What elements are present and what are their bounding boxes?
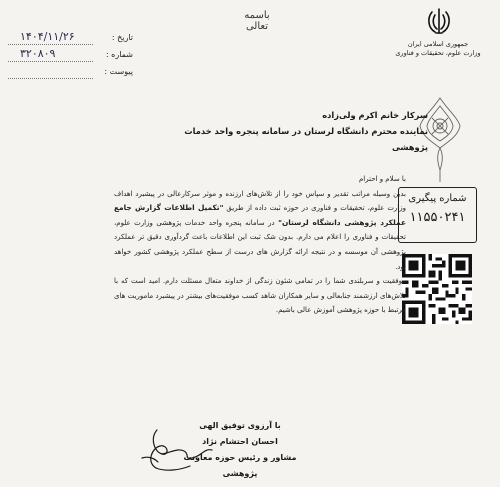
recipient-position: نماینده محترم دانشگاه لرستان در سامانه پنجره واحد خدمات پژوهشی [184,126,428,152]
iran-emblem-icon [424,6,454,36]
ministry-line-2: وزارت علوم، تحقیقات و فناوری [395,49,481,57]
closing-line: با آرزوی توفیق الهی [199,421,281,430]
date-label: تاریخ : [111,33,133,42]
qr-code [402,254,472,324]
attachment-line [8,78,93,79]
tracking-number: ۱۱۵۵۰۲۴۱ [409,210,466,225]
number-line [8,61,93,62]
attachment-label: پیوست : [104,67,133,76]
date-line [8,44,93,45]
tracking-label: شماره پیگیری [408,193,467,204]
attachment-row [8,64,133,81]
paragraph-1-highlight: "تکمیل اطلاعات گزارش جامع عملکرد پژوهشی دانشگاه لرستان" [114,203,406,227]
recipient-name: سرکار خانم اکرم ولی‌زاده [322,110,428,120]
tracking-box [398,187,477,243]
ministry-line-1: جمهوری اسلامی ایران [407,40,469,48]
letter-meta [8,30,133,81]
greeting: با سلام و احترام [358,175,406,183]
signer-name: احسان احتشام نژاد [202,437,278,446]
paragraph-1 [114,187,406,275]
signer-title: مشاور و رئیس حوزه معاونت پژوهشی [183,453,297,478]
signature-block [180,418,300,482]
number-row [8,47,133,64]
date-value: ۱۴۰۴/۱۱/۲۶ [20,30,75,43]
recipient-block [168,107,428,155]
letter-body [114,172,406,318]
bism-heading: باسمه تعالی [244,10,270,32]
date-row [8,30,133,47]
number-label: شماره : [105,50,133,59]
paragraph-1-start: بدین وسیله مراتب تقدیر و سپاس خود را از تلاش‌های ارزنده و موثر سرکارعالی در پیشبرد اهداف وزارت علوم، تحقیقات و فناوری در حوزه ثبت داده از طریق [114,189,406,213]
paragraph-2: موفقیت و سربلندی شما را در تمامی شئون زندگی از خداوند متعال مسئلت دارم. امید است که با تلاش‌های ارزشمند جنابعالی و سایر همکاران شاهد کسب موفقیت‌های بیشتر در پیشبرد ماموریت های مرتبط با حوزه پژوهشی آموزش عالی باشیم. [114,277,406,315]
ministry-heading [388,40,488,58]
number-value: ۳۲۰۸۰۹ [20,47,56,60]
paragraph-1-end: در سامانه پنجره واحد خدمات پژوهشی وزارت علوم، تحقیقات و فناوری را اعلام می دارم. بدون شک ثبت این اطلاعات باعث گردآوری دقیق تر عملکرد پژوهشی آن موسسه و در نتیجه ارائه گزارش های درست از سطح عملکرد پژوهشی کشور خواهد بود. [114,218,406,271]
